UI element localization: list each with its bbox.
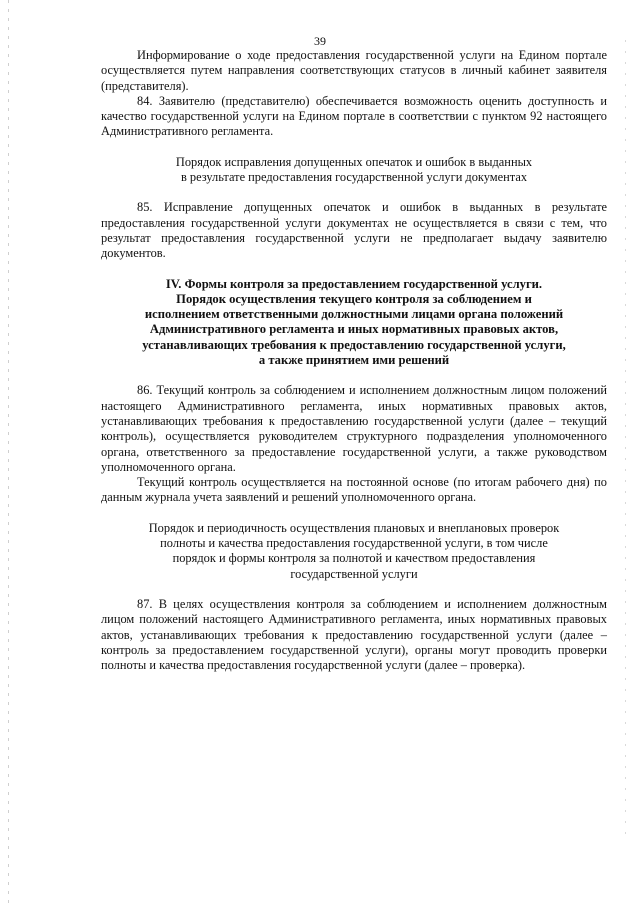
section-title-line: устанавливающих требования к предоставлению государственной услуги, <box>142 337 566 352</box>
section-title-line: а также принятием ими решений <box>258 353 450 368</box>
paragraph-85: 85. Исправление допущенных опечаток и ошибок в выданных в результате предоставления государственной услуги документах не осуществляется в связи с тем, что результат предоставления государственной услуги не предполагает выдачу заявителю документов. <box>101 200 607 261</box>
section-title-line: Порядок осуществления текущего контроля за соблюдением и <box>176 291 532 306</box>
spacer <box>101 582 607 597</box>
subheading-line: в результате предоставления государственной услуги документах <box>180 170 528 185</box>
spacer <box>101 140 607 155</box>
subheading-inspections <box>101 521 607 582</box>
scan-edge-right <box>625 40 626 840</box>
page-number: 39 <box>314 34 326 48</box>
subheading-line: государственной услуги <box>290 566 418 581</box>
subheading-line: Порядок исправления допущенных опечаток и ошибок в выданных <box>175 154 533 169</box>
subheading-corrections <box>101 155 607 186</box>
section-title-line: Административного регламента и иных нормативных правовых актов, <box>149 322 559 337</box>
scan-edge-left <box>8 0 9 905</box>
spacer <box>101 262 607 277</box>
section-title-line: исполнением ответственными должностными лицами органа положений <box>144 307 564 322</box>
paragraph-87: 87. В целях осуществления контроля за соблюдением и исполнением должностным лицом положений настоящего Административного регламента, иных нормативных правовых актов, устанавливающих требования к предоставлению государственной услуги (далее – контроль за предоставлением государственной услуги), органы могут проводить проверки полноты и качества предоставления государственной услуги (далее – проверка). <box>101 596 607 673</box>
paragraph-86: 86. Текущий контроль за соблюдением и исполнением должностным лицом положений настоящего Административного регламента, иных нормативных правовых актов, устанавливающих требования к предоставлению государственной услуги (далее – текущий контроль), осуществляется руководителем структурного подразделения уполномоченного органа, ответственного за предоставление государственной услуги, а также руководством уполномоченного органа. <box>101 383 607 474</box>
document-body <box>101 48 607 673</box>
subheading-line: полноты и качества предоставления государственной услуги, в том числе <box>160 536 548 551</box>
paragraph-86-continued: Текущий контроль осуществляется на постоянной основе (по итогам рабочего дня) по данным журнала учета заявлений и решений уполномоченного органа. <box>101 475 607 505</box>
section-title-line: IV. Формы контроля за предоставлением государственной услуги. <box>165 276 543 291</box>
spacer <box>101 506 607 521</box>
subheading-line: порядок и формы контроля за полнотой и качеством предоставления <box>172 551 536 566</box>
subheading-line: Порядок и периодичность осуществления плановых и внеплановых проверок <box>148 520 560 535</box>
section-title-iv <box>101 277 607 369</box>
paragraph-84: 84. Заявителю (представителю) обеспечивается возможность оценить доступность и качество государственной услуги на Едином портале в соответствии с пунктом 92 настоящего Административного регламента. <box>101 93 607 139</box>
spacer <box>101 185 607 200</box>
spacer <box>101 368 607 383</box>
paragraph-informing: Информирование о ходе предоставления государственной услуги на Едином портале осуществляется путем направления соответствующих статусов в личный кабинет заявителя (представителя). <box>101 48 607 93</box>
